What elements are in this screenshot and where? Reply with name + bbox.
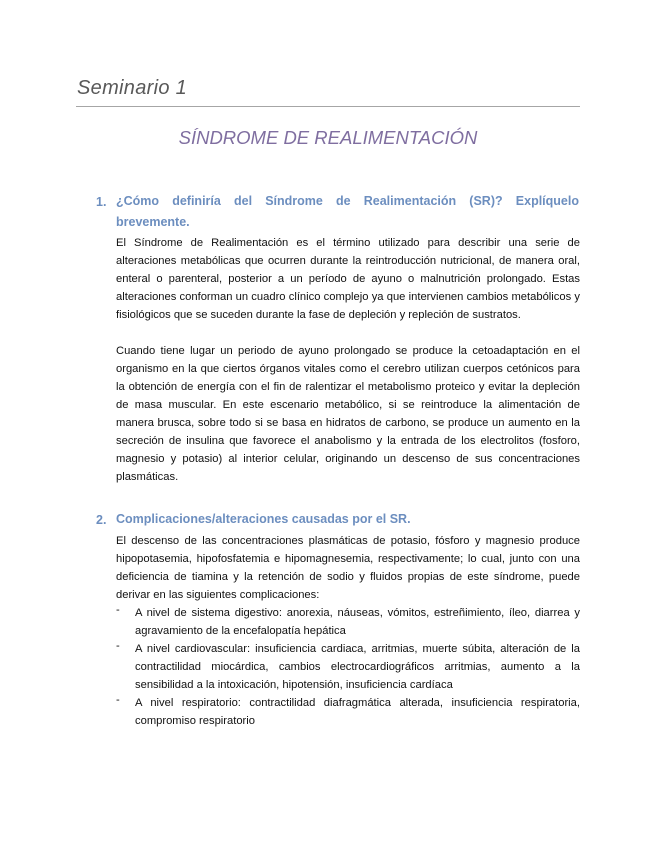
section-2-question: Complicaciones/alteraciones causadas por el SR. bbox=[116, 512, 411, 526]
bullet-marker: - bbox=[116, 640, 120, 652]
bullet-digestive: A nivel de sistema digestivo: anorexia, náuseas, vómitos, estreñimiento, íleo, diarrea y agravamiento de la encefalopatía hepática bbox=[135, 607, 580, 637]
section-2-number: 2. bbox=[96, 513, 107, 527]
bullet-marker: - bbox=[116, 604, 120, 616]
section-1-paragraph-1: El Síndrome de Realimentación es el término utilizado para describir una serie de alteraciones metabólicas que ocurren durante la reintroducción nutricional, de manera oral, enteral o parenteral, posterior a un período de ayuno o malnutrición prolongado. Estas alteraciones conforman un cuadro clínico complejo ya que intervienen cambios metabólicos y fisiológicos que se suceden durante la fase de depleción y repleción de sustratos. bbox=[116, 237, 580, 321]
section-2-paragraph-1: El descenso de las concentraciones plasmáticas de potasio, fósforo y magnesio produce hipopotasemia, hipofosfatemia e hipomagnesemia, respectivamente; lo cual, junto con una deficiencia de tiamina y la retención de sodio y fluidos propias de este síndrome, puede derivar en las siguientes complicaciones: bbox=[116, 535, 580, 601]
section-1-question: ¿Cómo definiría del Síndrome de Realimentación (SR)? Explíquelo brevemente. bbox=[116, 194, 579, 229]
section-1-paragraph-2: Cuando tiene lugar un periodo de ayuno prolongado se produce la cetoadaptación en el organismo en la que ciertos órganos vitales como el cerebro utilizan cuerpos cetónicos para la obtención de energía con el fin de ralentizar el metabolismo proteico y evitar la depleción de masa muscular. En este escenario metabólico, si se reintroduce la alimentación de manera brusca, sobre todo si se basa en hidratos de carbono, se produce un aumento en la secreción de insulina que favorece el anabolismo y la entrada de los electrolitos (fosforo, magnesio y potasio) al interior celular, originando un descenso de sus concentraciones plasmáticas. bbox=[116, 345, 580, 483]
document-title: SÍNDROME DE REALIMENTACIÓN bbox=[178, 127, 478, 148]
header-divider bbox=[76, 106, 580, 107]
section-1-number: 1. bbox=[96, 195, 107, 209]
page-header-title: Seminario 1 bbox=[77, 77, 188, 99]
bullet-cardiovascular: A nivel cardiovascular: insuficiencia cardiaca, arritmias, muerte súbita, alteración de la contractilidad miocárdica, cambios electrocardiográficos arritmias, aumento a la sensibilidad a la intoxicación, hipotensión, insuficiencia cardíaca bbox=[135, 643, 580, 691]
bullet-marker: - bbox=[116, 694, 120, 706]
bullet-respiratory: A nivel respiratorio: contractilidad diafragmática alterada, insuficiencia respiratoria, compromiso respiratorio bbox=[135, 697, 580, 727]
